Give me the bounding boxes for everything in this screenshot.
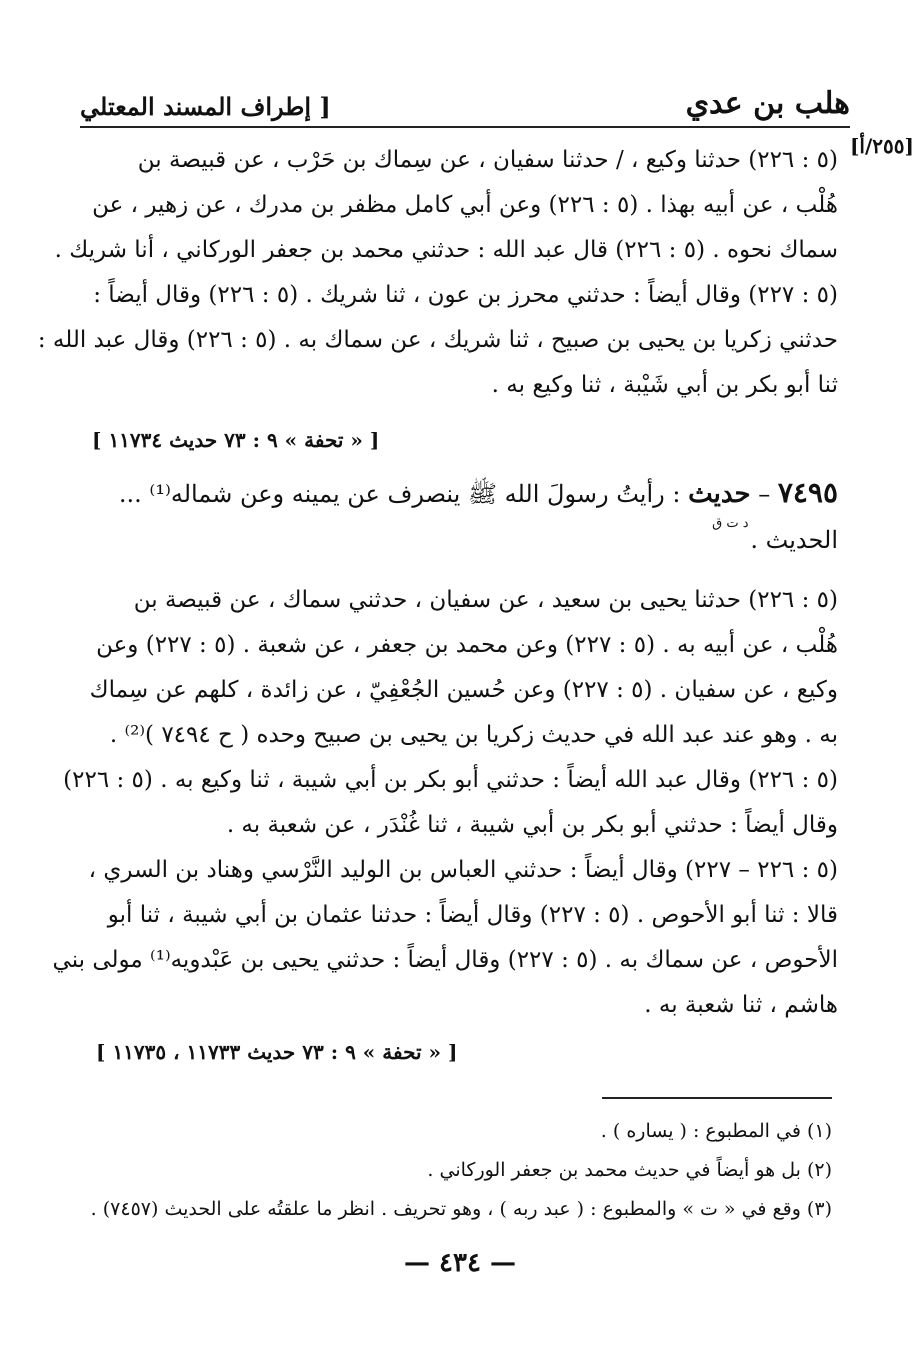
text-line: ثنا أبو بكر بن أبي شَيْبة ، ثنا وكيع به . bbox=[491, 372, 838, 398]
text-line: حدثني زكريا بن يحيى بن صبيح ، ثنا شريك ، عن سماك به . (٥ : ٢٢٦) وقال عبد الله : bbox=[37, 327, 838, 353]
text-line: قالا : ثنا أبو الأحوص . (٥ : ٢٢٧) وقال أيضاً : حدثنا عثمان بن أبي شيبة ، ثنا أبو bbox=[107, 902, 838, 928]
text-line: وكيع ، عن سفيان . (٥ : ٢٢٧) وعن حُسين الجُعْفِيّ ، عن زائدة ، كلهم عن سِماك bbox=[89, 677, 838, 703]
text-line: به . وهو عند عبد الله في حديث زكريا بن يحيى بن صبيح وحده ( ح ٧٤٩٤ )⁽²⁾ . bbox=[109, 722, 838, 748]
text-line: وقال أيضاً : حدثني أبو بكر بن أبي شيبة ، ثنا غُنْدَر ، عن شعبة به . bbox=[226, 812, 838, 838]
page-number: — ٤٣٤ — bbox=[403, 1248, 517, 1278]
header-title-left: [ إطراف المسند المعتلي bbox=[80, 92, 331, 121]
footnote-3: (٣) وقع في « ت » والمطبوع : ( عبد ربه ) ، وهو تحريف . انظر ما علقتُه على الحديث (٧٤٥٧) . bbox=[90, 1198, 832, 1220]
tuhfa-citation-2: [ « تحفة » ٩ : ٧٣ حديث ١١٧٣٣ ، ١١٧٣٥ ] bbox=[96, 1040, 458, 1064]
text-line: سماك نحوه . (٥ : ٢٢٦) قال عبد الله : حدثني محمد بن جعفر الوركاني ، أنا شريك . bbox=[54, 237, 838, 263]
hadith-sigla: د ت ق bbox=[712, 516, 749, 531]
hadith-matn: : رأيتُ رسولَ الله ﷺ ينصرف عن يمينه وعن شماله⁽¹⁾ ... bbox=[118, 480, 681, 508]
text-line: (٥ : ٢٢٦) حدثنا يحيى بن سعيد ، عن سفيان ، حدثني سماك ، عن قبيصة بن bbox=[133, 587, 838, 613]
footnote-1: (١) في المطبوع : ( يساره ) . bbox=[600, 1120, 832, 1142]
hadith-matn-line2: الحديث . bbox=[750, 526, 838, 554]
marginal-folio-reference: [٢٥٥/أ] bbox=[849, 134, 914, 158]
text-line: الأحوص ، عن سماك به . (٥ : ٢٢٧) وقال أيضاً : حدثني يحيى بن عَبْدويه⁽¹⁾ مولى بني bbox=[52, 947, 838, 973]
text-line: (٥ : ٢٢٦) حدثنا وكيع ، / حدثنا سفيان ، عن سِماك بن حَرْب ، عن قبيصة بن bbox=[137, 147, 838, 173]
footnote-separator bbox=[602, 1097, 832, 1099]
isnad-block-1 bbox=[37, 138, 838, 408]
text-line: هاشم ، ثنا شعبة به . bbox=[644, 992, 838, 1018]
text-line: (٥ : ٢٢٧) وقال أيضاً : حدثني محرز بن عون ، ثنا شريك . (٥ : ٢٢٦) وقال أيضاً : bbox=[93, 282, 838, 308]
hadith-dash: – bbox=[758, 480, 771, 508]
footnotes bbox=[72, 1112, 832, 1229]
hadith-word: حديث د ت ق bbox=[688, 479, 751, 509]
text-line: هُلْب ، عن أبيه بهذا . (٥ : ٢٢٦) وعن أبي كامل مظفر بن مدرك ، عن زهير ، عن bbox=[92, 192, 838, 218]
text-line: هُلْب ، عن أبيه به . (٥ : ٢٢٧) وعن محمد بن جعفر ، عن شعبة . (٥ : ٢٢٧) وعن bbox=[96, 632, 838, 658]
text-line: (٥ : ٢٢٦) وقال عبد الله أيضاً : حدثني أبو بكر بن أبي شيبة ، ثنا وكيع به . (٥ : ٢٢٦) bbox=[63, 767, 838, 793]
footnote-2: (٢) بل هو أيضاً في حديث محمد بن جعفر الوركاني . bbox=[427, 1159, 832, 1181]
header-title-right: هلب بن عدي bbox=[685, 86, 850, 121]
isnad-block-2 bbox=[52, 578, 838, 1028]
running-header bbox=[80, 82, 850, 128]
hadith-heading bbox=[88, 470, 838, 563]
hadith-number: ٧٤٩٥ bbox=[777, 476, 838, 509]
tuhfa-citation-1: [ « تحفة » ٩ : ٧٣ حديث ١١٧٣٤ ] bbox=[92, 428, 380, 452]
text-line: (٥ : ٢٢٦ – ٢٢٧) وقال أيضاً : حدثني العباس بن الوليد النَّرْسي وهناد بن السري ، bbox=[88, 857, 838, 883]
